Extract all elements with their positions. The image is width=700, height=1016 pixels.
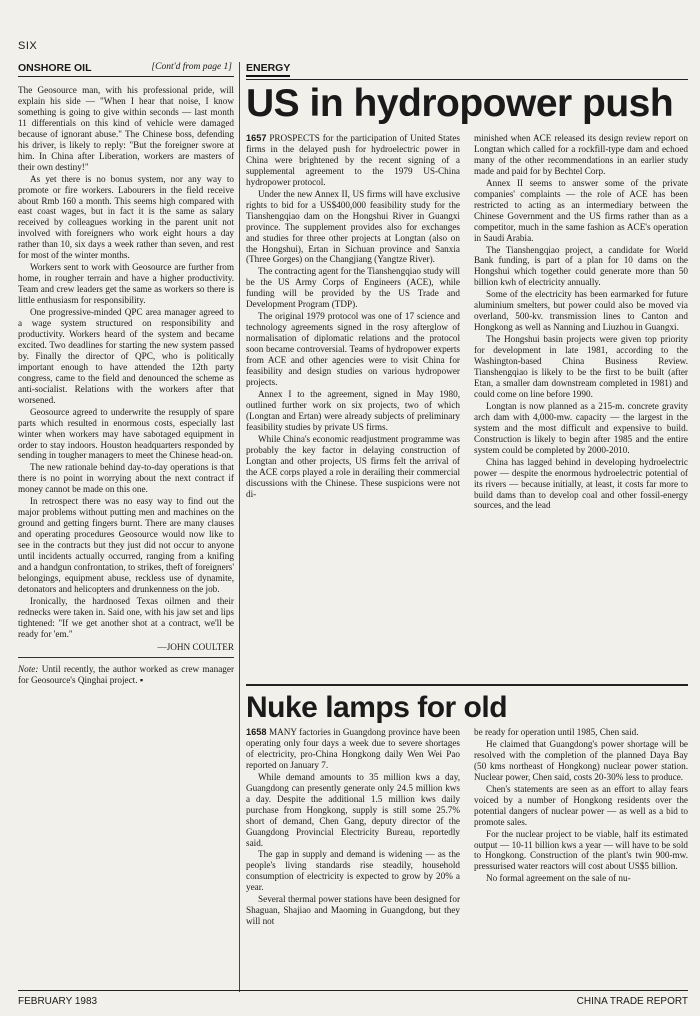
article-paragraph: Ironically, the hardnosed Texas oilmen and their rednecks were taken in. Said one, with his jaw set and lips tightened: "If we get another shot at a contract, we'll be ready for 'em.": [18, 595, 234, 639]
article-paragraph: The gap in supply and demand is widening — as the people's living standards rise steadily, household consumption of electricity is expected to grow by 20% a year.: [246, 849, 460, 893]
article-paragraph: Chen's statements are seen as an effort to allay fears voiced by a number of Hongkong residents over the potential dangers of nuclear power — as well as a bid to promote sales.: [474, 783, 688, 827]
article-paragraph: China has lagged behind in developing hydroelectric power — despite the enormous hydroelectric potential of its rivers — because initially, at least, it costs far more to build dams than to develop coal and other fossil-energy sources, and the lead: [474, 456, 688, 511]
article-paragraph: Geosource agreed to underwrite the resupply of spare parts which resulted in enormous costs, especially last winter when workers may have sabotaged equipment in order to stay indoors. Houston headquarters responded by sending in tougher managers to meet the Chinese head-on.: [18, 406, 234, 461]
author-note: Note: Until recently, the author worked as crew manager for Geosource's Qinghai project. ▪: [18, 663, 235, 685]
hydropower-headline: US in hydropower push: [246, 82, 674, 125]
nuke-headline: Nuke lamps for old: [246, 691, 508, 724]
section-label: ONSHORE OIL: [18, 62, 92, 74]
nuke-column-2: [474, 727, 688, 885]
continued-note: [Cont'd from page 1]: [151, 62, 232, 72]
nuke-column-1: [246, 727, 460, 928]
footer-date: FEBRUARY 1983: [18, 996, 98, 1007]
article-paragraph: He claimed that Guangdong's power shortage will be resolved with the completion of the planned Daya Bay (50 kms northeast of Hongkong) nuclear power station. Nuclear power, Chen said, costs 20-30% less to produce.: [474, 738, 688, 782]
article-paragraph: The Tianshengqiao project, a candidate for World Bank funding, is part of a plan for 10 dams on the Hongshui which together could generate more than 50 billion kwh of electricity annually.: [474, 244, 688, 288]
item-number: 1657: [246, 133, 267, 143]
item-number: 1658: [246, 727, 267, 737]
onshore-oil-column: [18, 85, 234, 685]
footer-publication: CHINA TRADE REPORT: [576, 996, 688, 1007]
article-paragraph: For the nuclear project to be viable, half its estimated output — 10-11 billion kws a year — will have to be sold to Hongkong. Construction of the plant's twin 900-mw. pressurised water reactors will cost about US$5 billion.: [474, 828, 688, 872]
article-paragraph: minished when ACE released its design review report on Longtan which called for a rockfill-type dam and echoed many of the other recommendations in an earlier study made and paid for by Bechtel Corp.: [474, 133, 688, 176]
article-paragraph: The contracting agent for the Tianshengqiao study will be the US Army Corps of Engineers (ACE), while funding will be provided by the US Trade and Development Program (TDP).: [246, 266, 460, 310]
article-paragraph: No formal agreement on the sale of nu-: [486, 873, 631, 884]
article-paragraph: While China's economic readjustment programme was probably the key factor in delaying construction of Longtan and other projects, US firms felt the arrival of the ACE corps played a role in derailing their commercial discussions with the Chinese. These suspicions were not di-: [246, 433, 460, 499]
article-paragraph: Several thermal power stations have been designed for Shaguan, Shajiao and Maoming in Guangdong, but they will not: [246, 894, 460, 927]
article-paragraph: The new rationale behind day-to-day operations is that there is no point in worrying about the next contract if money cannot be made on this one.: [18, 462, 234, 495]
article-lead: 1657 PROSPECTS for the participation of United States firms in the delayed push for hydroelectric power in China were brightened by the recent signing of a supplemental agreement to the 1979 US-China hydropower protocol.: [246, 133, 460, 187]
author-byline: —JOHN COULTER: [157, 641, 234, 652]
header-rule: [246, 79, 688, 80]
hydropower-column-1: [246, 133, 460, 500]
article-paragraph: The original 1979 protocol was one of 17 science and technology agreements signed in the rosy afterglow of normalisation of diplomatic relations and the protocol soon became controversial. Teams of hydropower experts from ACE and other agencies were to visit China for feasibility and design studies on various hydropower projects.: [246, 311, 460, 387]
article-paragraph: Annex I to the agreement, signed in May 1980, outlined further work on six projects, two of which (Longtan and Ertan) were already subjects of preliminary feasibility studies by private US firms.: [246, 388, 460, 432]
note-label: Note:: [18, 663, 39, 674]
article-paragraph: Annex II seems to answer some of the private companies' complaints — the role of ACE has been restricted to acting as an intermediary between the Chinese Government and the US firms rather than as a competitor, much in the same fashion as ACE's operation in Saudi Arabia.: [474, 177, 688, 243]
page-folio: SIX: [18, 40, 38, 52]
article-paragraph: be ready for operation until 1985, Chen said.: [474, 727, 639, 737]
article-paragraph: In retrospect there was no easy way to find out the major problems without putting men and machines on the ground and getting fingers burnt. There are many clauses and operating procedures Geosource would now like to see in the contracts but they just did not occur to anyone until incidents actually occurred, ranging from a knifing and a handgun confrontation, to strikes, theft of foreigners' belongings, equipment abuse, reckless use of dynamite, detonators and helicopters and drunkenness on the job.: [18, 496, 234, 594]
note-divider: [18, 657, 234, 658]
article-divider: [246, 684, 688, 686]
article-paragraph: Workers sent to work with Geosource are further from home, in rougher terrain and have a higher productivity. Team and crew leaders get the same as workers so there is little enthusiasm for responsibility.: [18, 262, 234, 306]
article-paragraph: Some of the electricity has been earmarked for future aluminium smelters, but power could also be moved via overland, 500-kv. transmission lines to Canton and Hongkong as well as Nanning and Liuzhou in Guangxi.: [474, 289, 688, 333]
hydropower-column-2: [474, 133, 688, 512]
article-paragraph: Longtan is now planned as a 215-m. concrete gravity arch dam with 4,000-mw. capacity — the largest in the system and the most difficult and expensive to build. Construction is likely to begin after 1985 and the entire system could be completed by 2000-2010.: [474, 400, 688, 455]
article-paragraph: One progressive-minded QPC area manager agreed to a wage system structured on responsibility and productivity. Workers heard of the system and became excited. Two deadlines for starting the new system passed by. Finally the director of QPC, who is politically important enough to have attended the 12th party congress, came to the field and denounced the scheme as anti-socialist. Relations with the workers after that worsened.: [18, 307, 234, 405]
article-paragraph: The Hongshui basin projects were given top priority for development in late 1981, according to the Washington-based China Business Review. Tianshengqiao is likely to be the first to be built (after Etan, a smaller dam downstream completed in 1981) and could come on line before 1990.: [474, 334, 688, 399]
article-paragraph: As yet there is no bonus system, nor any way to promote or fire workers. Labourers in the field receive about Rmb 160 a month. This seems high compared with east coast wages, but in fact it is the same as salary received by colleagues working in the parent unit not involved with foreigners who work eight hours a day rather than 10, six days a week rather than seven, and rest for most of the winter months.: [18, 173, 234, 261]
column-divider: [239, 62, 240, 992]
article-lead: 1658 MANY factories in Guangdong province have been operating only four days a week due to severe shortages of electricity, pro-China Hongkong daily Wen Wei Pao reported on January 7.: [246, 727, 460, 770]
energy-section-label: ENERGY: [246, 62, 290, 77]
article-paragraph: Under the new Annex II, US firms will have exclusive rights to bid for a US$400,000 feasibility study for the Tianshengqiao dam on the Hongshui River in Guangxi province. The supplement provides also for exchanges and studies for three other projects at Longtan (also on the Hongshui), Ertan in Sichuan province and Sanxia (Three Gorges) on the Changjiang (Yangtze River).: [246, 188, 460, 265]
note-text: Until recently, the author worked as crew manager for Geosource's Qinghai project.: [18, 663, 235, 685]
left-section-header: [18, 62, 234, 77]
article-paragraph: The Geosource man, with his professional pride, will explain his side — "When I hear that noise, I know something is going to give within seconds — last month 11 differentials on this kind of vehicle were damaged because of ignorant abuse." The Chinese boss, defending his driver, is likely to reply: "But the foreigner swore at him. In China after Liberation, workers are masters of their own destiny!": [18, 85, 234, 172]
article-paragraph: While demand amounts to 35 million kws a day, Guangdong can presently generate only 24.5 million kws a day. Despite the additional 1.5 million kws daily purchase from Hongkong, supply is still some 25.7% short of demand, Chen Gang, deputy director of the Guangdong Provincial Electricity Bureau, reportedly said.: [246, 771, 460, 848]
footer-rule: [18, 990, 688, 991]
